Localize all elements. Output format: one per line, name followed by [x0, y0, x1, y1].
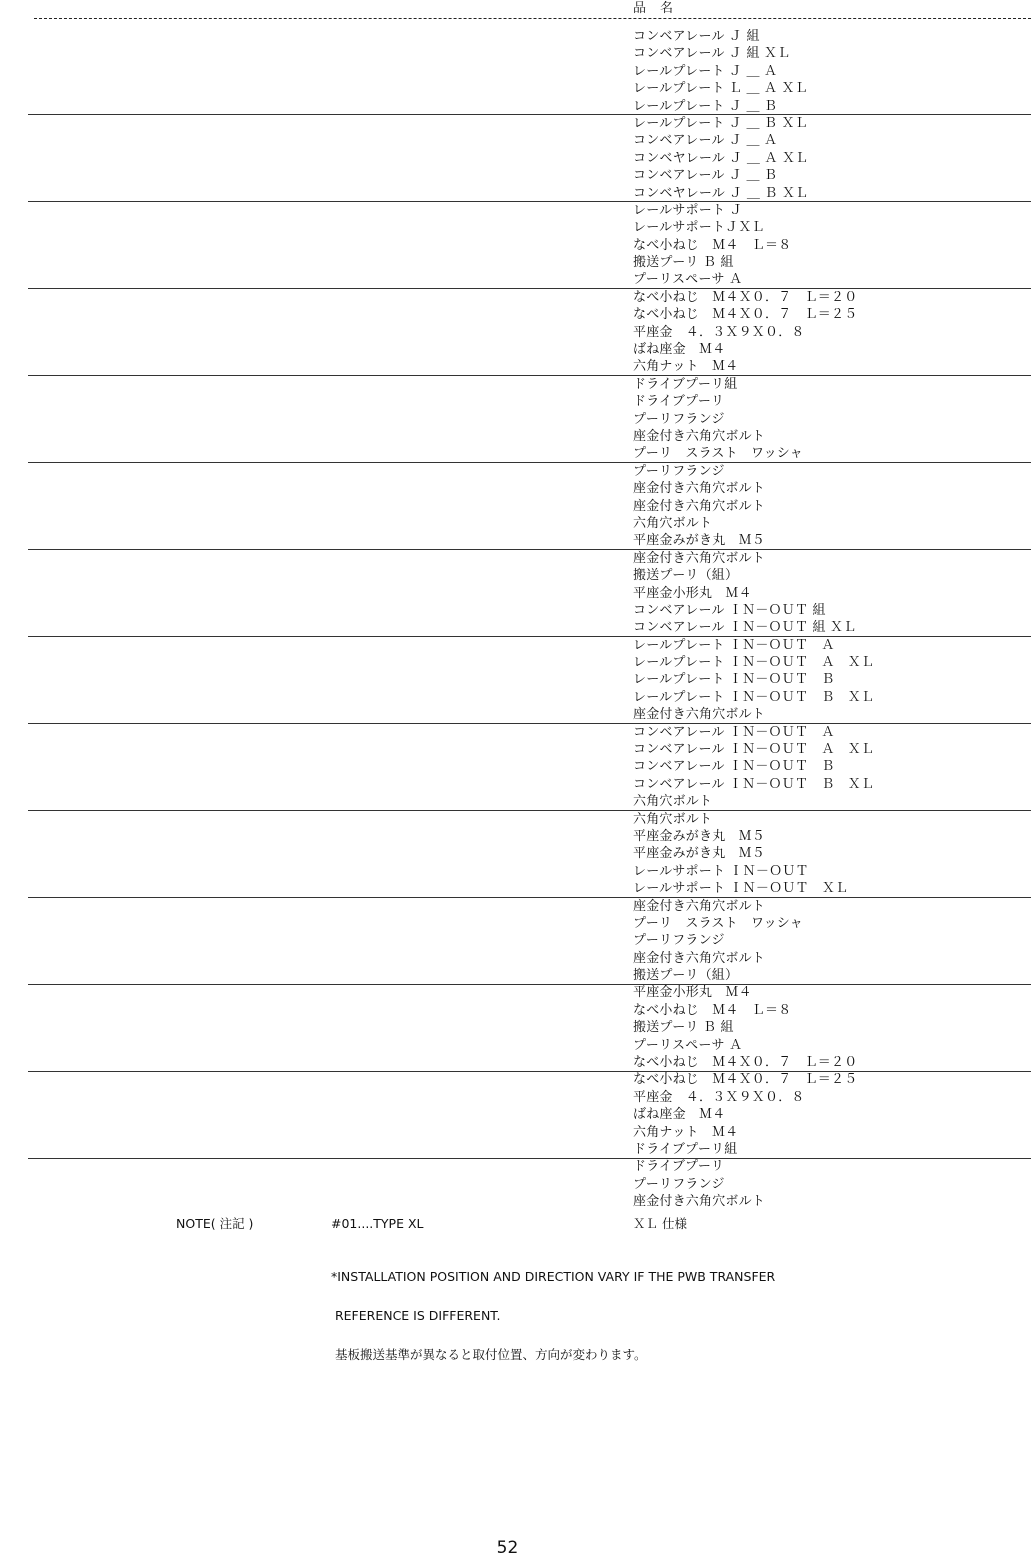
remark-line-2: REFERENCE IS DIFFERENT. [331, 1308, 501, 1323]
part-name-row: コンベアレール ＩＮ－ＯＵＴ Ｂ [633, 759, 835, 775]
part-name-row: なべ小ねじ Ｍ４Ｘ０．７ Ｌ＝２０ [633, 1055, 858, 1071]
part-name-row: 座金付き六角穴ボルト [633, 498, 766, 514]
part-name-row: なべ小ねじ Ｍ４ Ｌ＝８ [633, 237, 792, 253]
part-name-row: 座金付き六角穴ボルト [633, 950, 766, 966]
part-name-row: 平座金小形丸 Ｍ４ [633, 585, 752, 601]
part-name-row: レールプレート Ｊ ＿ Ａ [633, 63, 778, 79]
group-separator-rule [28, 201, 1031, 202]
part-name-row: 六角穴ボルト [633, 515, 713, 531]
note-label: NOTE( 注記 ) [176, 1216, 254, 1231]
part-name-row: プーリスペーサ Ａ [633, 1037, 743, 1053]
group-separator-rule [28, 984, 1031, 985]
part-name-row: 搬送プーリ（組） [633, 968, 739, 984]
part-name-row: 平座金みがき丸 Ｍ５ [633, 533, 766, 549]
group-separator-rule [28, 636, 1031, 637]
group-separator-rule [28, 462, 1031, 463]
part-name-row: プーリスペーサ Ａ [633, 272, 743, 288]
part-name-row: レールプレート ＩＮ－ＯＵＴ Ａ ＸＬ [633, 655, 875, 671]
part-name-row: 搬送プーリ Ｂ 組 [633, 255, 734, 271]
part-name-row: ドライブプーリ組 [633, 376, 738, 392]
group-separator-rule [28, 1158, 1031, 1159]
part-name-row: 搬送プーリ（組） [633, 568, 739, 584]
group-separator-rule [28, 897, 1031, 898]
part-name-row: 座金付き六角穴ボルト [633, 481, 766, 497]
part-name-row: 平座金みがき丸 Ｍ５ [633, 846, 766, 862]
remark-line-3: 基板搬送基準が異なると取付位置、方向が変わります。 [331, 1347, 647, 1362]
part-name-row: レールサポート ＩＮ－ＯＵＴ ＸＬ [633, 881, 849, 897]
part-name-row: 座金付き六角穴ボルト [633, 428, 766, 444]
part-name-row: 六角穴ボルト [633, 811, 713, 827]
part-name-row: ドライブプーリ [633, 394, 725, 410]
part-name-row: 六角ナット Ｍ４ [633, 1124, 739, 1140]
part-name-row: なべ小ねじ Ｍ４Ｘ０．７ Ｌ＝２５ [633, 307, 858, 323]
group-separator-rule [28, 723, 1031, 724]
part-name-row: ドライブプーリ [633, 1159, 725, 1175]
part-name-row: コンベアレール ＩＮ－ＯＵＴ Ｂ ＸＬ [633, 776, 875, 792]
part-name-row: コンベアレール ＩＮ－ＯＵＴ Ａ [633, 724, 835, 740]
part-name-row: レールプレート ＩＮ－ＯＵＴ Ａ [633, 637, 835, 653]
part-name-row: プーリフランジ [633, 1176, 725, 1192]
part-name-row: ばね座金 Ｍ４ [633, 1107, 726, 1123]
part-name-row: なべ小ねじ Ｍ４Ｘ０．７ Ｌ＝２０ [633, 289, 858, 305]
part-name-row: プーリ スラスト ワッシャ [633, 446, 803, 462]
part-name-row: コンベヤレール Ｊ ＿ Ａ ＸＬ [633, 150, 809, 166]
part-name-row: ばね座金 Ｍ４ [633, 342, 726, 358]
page-number: 52 [496, 1538, 519, 1558]
part-name-row: 座金付き六角穴ボルト [633, 550, 766, 566]
part-name-row: レールプレート Ｌ ＿ Ａ ＸＬ [633, 81, 808, 97]
parts-list [633, 28, 1031, 1211]
part-name-row: レールプレート Ｊ ＿ Ｂ [633, 98, 778, 114]
part-name-row: コンベアレール Ｊ 組 ＸＬ [633, 46, 791, 62]
part-name-row: レールプレート Ｊ ＿ Ｂ ＸＬ [633, 115, 808, 131]
part-name-row: コンベアレール ＩＮ－ＯＵＴ Ａ ＸＬ [633, 742, 875, 758]
part-name-row: コンベアレール ＩＮ－ＯＵＴ 組 [633, 602, 826, 618]
part-name-row: レールサポート ＩＮ－ＯＵＴ [633, 863, 809, 879]
part-name-row: プーリフランジ [633, 411, 725, 427]
note-value: ＸＬ 仕様 [633, 1216, 687, 1231]
part-name-row: 平座金小形丸 Ｍ４ [633, 985, 752, 1001]
part-name-row: レールサポート Ｊ [633, 202, 743, 218]
part-name-row: ドライブプーリ組 [633, 1142, 738, 1157]
part-name-row: コンベアレール ＩＮ－ＯＵＴ 組 ＸＬ [633, 620, 857, 636]
installation-remark [331, 1244, 775, 1374]
remark-line-1: *INSTALLATION POSITION AND DIRECTION VARY IF THE PWB TRANSFER [331, 1269, 776, 1284]
part-name-row: コンベアレール Ｊ ＿ Ｂ [633, 168, 778, 184]
part-name-row: 搬送プーリ Ｂ 組 [633, 1020, 734, 1036]
part-name-row: 六角ナット Ｍ４ [633, 359, 739, 375]
part-name-row: レールプレート ＩＮ－ＯＵＴ Ｂ ＸＬ [633, 689, 875, 705]
group-separator-rule [28, 810, 1031, 811]
part-name-row: コンベアレール Ｊ 組 [633, 29, 760, 44]
part-name-row: レールサポートＪＸＬ [633, 220, 765, 236]
group-separator-rule [28, 549, 1031, 550]
part-name-row: 平座金 ４．３Ｘ９Ｘ０．８ [633, 1089, 805, 1105]
part-name-row: 座金付き六角穴ボルト [633, 707, 766, 723]
part-name-row: 平座金 ４．３Ｘ９Ｘ０．８ [633, 324, 805, 340]
part-name-row: レールプレート ＩＮ－ＯＵＴ Ｂ [633, 672, 835, 688]
part-name-row: 座金付き六角穴ボルト [633, 1194, 766, 1210]
note-code: #01....TYPE XL [331, 1216, 424, 1231]
part-name-row: なべ小ねじ Ｍ４ Ｌ＝８ [633, 1002, 792, 1018]
part-name-row: 六角穴ボルト [633, 794, 713, 810]
part-name-row: コンベアレール Ｊ ＿ Ａ [633, 133, 778, 149]
group-separator-rule [28, 375, 1031, 376]
group-separator-rule [28, 114, 1031, 115]
part-name-row: コンベヤレール Ｊ ＿ Ｂ ＸＬ [633, 185, 809, 201]
part-name-column-title: 品 名 [633, 1, 674, 16]
part-name-row: 座金付き六角穴ボルト [633, 898, 766, 914]
part-name-row: プーリフランジ [633, 463, 725, 479]
part-name-row: なべ小ねじ Ｍ４Ｘ０．７ Ｌ＝２５ [633, 1072, 858, 1088]
part-name-row: プーリ スラスト ワッシャ [633, 915, 803, 931]
group-separator-rule [28, 1071, 1031, 1072]
group-separator-rule [28, 288, 1031, 289]
header-dashed-rule [34, 18, 1031, 19]
part-name-row: プーリフランジ [633, 933, 725, 949]
part-name-row: 平座金みがき丸 Ｍ５ [633, 828, 766, 844]
